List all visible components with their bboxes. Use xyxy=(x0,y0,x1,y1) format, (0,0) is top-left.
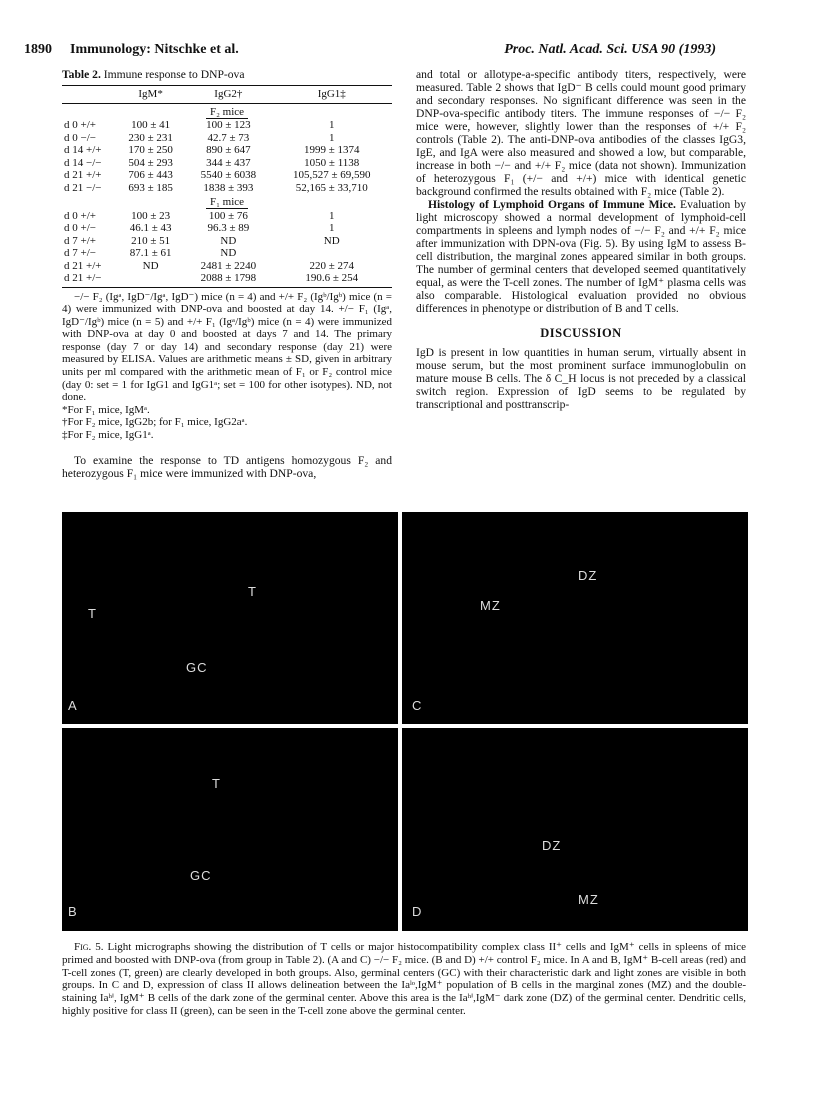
table-footnote: †For F₂ mice, IgG2b; for F₁ mice, IgG2aᵃ. xyxy=(62,416,248,429)
table-cell: 100 ± 123 xyxy=(206,119,251,131)
figure-caption-text: Light micrographs showing the distribution of T cells or major histocompatibility complex class II⁺ cells and IgM⁺ cells in spleens of mice primed and boosted with DNP-ova (from group in Table 2). (A and C) −/− F₂ mice. (B and D) +/+ control F₂ mice. In A and B, IgM⁺ B-cell areas (red) and T-cell zones (T, green) are clearly developed in both groups. Also, germinal centers (GC) with their characteristic dark and light zones are visible in both groups. In C and D, expression of class II allows delineation between the Iaˡᵒ,IgM⁺ population of B cells in the marginal zones (MZ) and the double-staining Iaʰⁱ, IgM⁺ B cells of the dark zone of the germinal center. Above this area is the Iaʰⁱ,IgM⁻ dark zone (DZ) of the germinal center. Dendritic cells, highly positive for class II (green), can be seen in the T-cell zone above the germinal center. xyxy=(62,941,747,1017)
table-caption-text: Immune response to DNP-ova xyxy=(103,68,245,81)
table-cell: d 7 +/+ xyxy=(64,234,96,247)
running-title: Immunology: Nitschke et al. xyxy=(70,42,239,57)
page-number: 1890 xyxy=(24,42,52,57)
table-cell: d 21 −/− xyxy=(64,181,102,194)
table-cell: 1 xyxy=(329,119,335,131)
table-cell: 1999 ± 1374 xyxy=(303,144,360,156)
table-cell: d 14 −/− xyxy=(64,156,102,169)
table-cell: 1838 ± 393 xyxy=(203,181,254,194)
panel-label-dz: DZ xyxy=(578,568,598,583)
table-header-cell: IgG2† xyxy=(185,86,271,104)
body-paragraph: IgD is present in low quantities in human serum, virtually absent in mouse serum, but the most prominent surface immunoglobulin on mature mouse B cells. The δ C_H locus is not preceded by a classical switch region. Expression of IgD seems to be regulated by transcriptional and posttranscrip- xyxy=(416,346,746,411)
table-cell: 2481 ± 2240 xyxy=(200,259,257,272)
table-cell: 5540 ± 6038 xyxy=(200,169,257,181)
table-cell: 706 ± 443 xyxy=(128,169,173,181)
micrograph-panel-d xyxy=(402,728,748,931)
table-row xyxy=(62,132,392,145)
table-cell: 230 ± 231 xyxy=(128,131,173,144)
table-cell: d 0 +/+ xyxy=(64,119,96,131)
table-cell: 105,527 ± 69,590 xyxy=(292,169,371,181)
panel-label-t: T xyxy=(248,584,257,599)
journal-citation: Proc. Natl. Acad. Sci. USA 90 (1993) xyxy=(504,42,716,57)
table-footnote-main: −/− F₂ (Igᵃ, IgD⁻/Igᵃ, IgD⁻) mice (n = 4) and +/+ F₂ (Igᵇ/Igᵇ) mice (n = 4) were immunized with DNP-ova and boosted at day 14. +/− F₁ (Igᵃ, IgD⁻/Igᵇ) mice (n = 5) and +/+ F₁ (Igᵃ/Igᵇ) mice (n = 4) were immunized with DNP-ova at day 0 and boosted at days 7 and 14. The primary response (day 7 or day 14) and secondary response (day 21) were measured by ELISA. Values are arithmetic means ± SD, given in arbitrary units per ml compared with the arithmetic mean of F₁ or F₂ control mice (day 0: set = 1 for IgG1 and IgG1ᵃ; set = 100 for other isotypes). ND, not done. xyxy=(62,290,392,404)
panel-label-gc: GC xyxy=(186,660,208,675)
panel-letter: A xyxy=(68,698,78,713)
table-cell: 1 xyxy=(329,131,335,144)
table-row xyxy=(62,157,392,170)
paragraph-heading: Histology of Lymphoid Organs of Immune Mice. xyxy=(428,198,676,211)
table-cell: d 21 +/+ xyxy=(64,169,102,181)
table-cell: 100 ± 41 xyxy=(131,119,171,131)
table-row xyxy=(62,272,392,287)
body-paragraph: To examine the response to TD antigens homozygous F₂ and heterozygous F₁ mice were immunized with DNP-ova, xyxy=(62,453,392,480)
table-header-row xyxy=(62,86,392,104)
table-row xyxy=(62,210,392,223)
table-cell: d 7 +/− xyxy=(64,247,96,259)
table-cell: 220 ± 274 xyxy=(309,259,355,272)
table-footnote: ‡For F₂ mice, IgG1ᵃ. xyxy=(62,429,154,442)
table-header-cell: IgM* xyxy=(116,86,185,104)
table-group-heading xyxy=(62,103,392,119)
panel-label-t: T xyxy=(88,606,97,621)
table-cell: 100 ± 23 xyxy=(131,209,171,222)
table-cell: 210 ± 51 xyxy=(131,234,171,247)
table-cell: 42.7 ± 73 xyxy=(207,131,250,144)
panel-label-t: T xyxy=(212,776,221,791)
table-footnotes xyxy=(62,291,392,442)
table-cell: d 0 +/+ xyxy=(64,209,96,222)
table-cell: 46.1 ± 43 xyxy=(129,222,172,234)
running-header xyxy=(24,42,716,62)
table-cell: 87.1 ± 61 xyxy=(129,247,172,259)
panel-label-mz: MZ xyxy=(578,892,599,907)
figure-caption-label: Fig. 5. xyxy=(74,941,104,953)
micrograph-panel-b xyxy=(62,728,398,931)
micrograph-panel-a xyxy=(62,512,398,724)
table-header-cell xyxy=(62,86,116,104)
table-row xyxy=(62,182,392,195)
table-cell: d 21 +/− xyxy=(62,272,116,287)
table-group-heading xyxy=(62,194,392,210)
data-table xyxy=(62,85,392,288)
panel-label-gc: GC xyxy=(190,868,212,883)
group-label: F₂ mice xyxy=(206,106,248,119)
body-paragraph: and total or allotype-a-specific antibody titers, respectively, were measured. Table 2 shows that IgD⁻ B cells could mount good primary and secondary responses. No significant difference was seen in the DNP-ova-specific antibody titers. The immune responses of −/− F₂ mice were, however, slightly lower than the responses of +/+ F₂ controls (Table 2). The anti-DNP-ova antibodies of the classes IgG3, IgE, and IgA were also measured and showed a low, but comparable, increase in both −/− and +/+ F₂ mice (data not shown). Immunization of heterozygous F₁ (+/− and +/+) mice with identical genetic background confirmed the results obtained with F₂ mice (Table 2). xyxy=(416,68,746,198)
table-footnote: *For F₁ mice, IgMᵃ. xyxy=(62,403,150,416)
table-cell: 1050 ± 1138 xyxy=(304,156,360,169)
table-row xyxy=(62,222,392,235)
table-cell: 1 xyxy=(329,222,335,234)
table-cell: 2088 ± 1798 xyxy=(185,272,271,287)
table-row xyxy=(62,119,392,132)
table-header-cell: IgG1‡ xyxy=(272,86,393,104)
table-row xyxy=(62,247,392,260)
table-cell: d 0 +/− xyxy=(64,222,96,234)
table-cell: d 21 +/+ xyxy=(64,259,102,272)
group-label: F₁ mice xyxy=(206,196,248,209)
table-row xyxy=(62,144,392,157)
body-paragraph xyxy=(416,198,746,315)
panel-label-dz: DZ xyxy=(542,838,562,853)
table-cell: d 0 −/− xyxy=(64,131,96,144)
table-cell xyxy=(116,272,185,287)
table-row xyxy=(62,260,392,273)
table-cell: ND xyxy=(220,234,237,247)
table-cell: ND xyxy=(142,259,159,272)
table-caption-label: Table 2. xyxy=(62,68,101,81)
paragraph-text: Evaluation by light microscopy showed a normal development of lymphoid-cell compartments in spleens and lymph nodes of −/− F₂ and +/+ F₂ mice after immunization with DPN-ova (Fig. 5). By using IgM to assess B-cell distribution, the marginal zones appeared similar in both groups. The number of germinal centers that developed seemed quantitatively equal, as were the T-cell zones. The number of IgM⁺ plasma cells was also comparable. Histological evaluation provided no obvious differences in phenotype or distribution of B and T cells. xyxy=(416,198,747,315)
panel-letter: D xyxy=(412,904,423,919)
panel-letter: B xyxy=(68,904,78,919)
table-cell: 890 ± 647 xyxy=(206,144,251,156)
panel-label-mz: MZ xyxy=(480,598,501,613)
table-cell: 100 ± 76 xyxy=(208,209,248,222)
panel-letter: C xyxy=(412,698,423,713)
table-caption xyxy=(62,68,392,81)
table-cell: 190.6 ± 254 xyxy=(272,272,393,287)
table-row xyxy=(62,235,392,248)
table-cell: ND xyxy=(220,247,237,259)
figure-caption xyxy=(62,941,746,1018)
table-cell: 693 ± 185 xyxy=(128,181,173,194)
left-column xyxy=(62,68,392,480)
right-column xyxy=(416,68,746,411)
table-cell: ND xyxy=(323,234,340,247)
micrograph-panel-c xyxy=(402,512,748,724)
table-cell: 344 ± 437 xyxy=(206,156,251,169)
table-cell: 1 xyxy=(329,209,335,222)
table-row xyxy=(62,169,392,182)
table-cell: 52,165 ± 33,710 xyxy=(295,181,368,194)
table-cell: 504 ± 293 xyxy=(128,156,173,169)
table-cell: 96.3 ± 89 xyxy=(207,222,250,234)
section-heading: DISCUSSION xyxy=(540,326,622,340)
table-cell: 170 ± 250 xyxy=(128,144,173,156)
table-cell: d 14 +/+ xyxy=(64,144,102,156)
table-cell xyxy=(272,247,393,260)
